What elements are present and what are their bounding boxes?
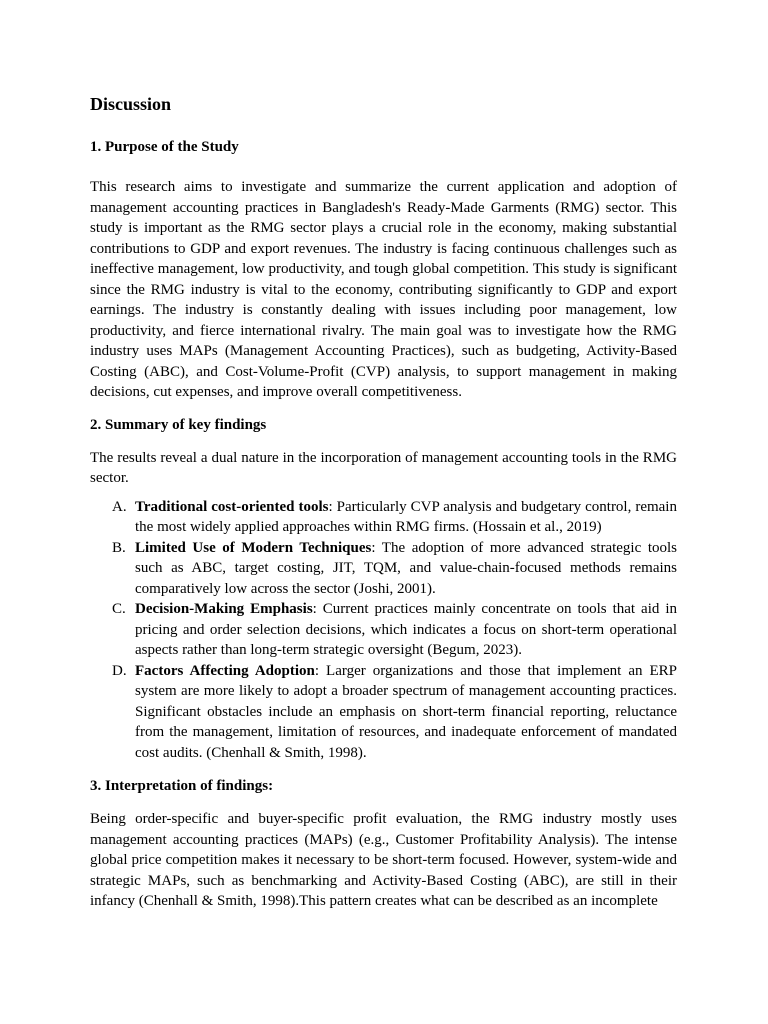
list-item-marker: C. bbox=[112, 601, 126, 617]
list-item-text: : Larger organizations and those that implement an ERP system are more likely to adopt a broader spectrum of management accounting practices. Significant obstacles include an emphasis on short-term financial reporting, reluctance from the management, limitation of resources, and inadequate enforcement of mandated cost audits. (Chenhall & Smith, 1998). bbox=[135, 662, 677, 761]
section-3-paragraph: Being order-specific and buyer-specific profit evaluation, the RMG industry mostly uses management accounting practices (MAPs) (e.g., Customer Profitability Analysis). The intense global price competition makes it necessary to be short-term focused. However, system-wide and strategic MAPs, such as benchmarking and Activity-Based Costing (ABC), are still in their infancy (Chenhall & Smith, 1998).This pattern creates what can be described as an incomplete bbox=[90, 811, 677, 909]
list-item bbox=[90, 538, 677, 600]
list-item bbox=[90, 599, 677, 661]
list-item-text: : The adoption of more advanced strategic tools such as ABC, target costing, JIT, TQM, and value-chain-focused methods remains comparatively low across the sector (Joshi, 2001). bbox=[135, 539, 678, 597]
list-item-term: Factors Affecting Adoption bbox=[135, 662, 315, 679]
list-item-marker: A. bbox=[112, 498, 127, 515]
section-1-title: 1. Purpose of the Study bbox=[90, 139, 239, 155]
list-item-term: Limited Use of Modern Techniques bbox=[135, 539, 372, 556]
list-item-marker: B. bbox=[112, 539, 126, 556]
page-title: Discussion bbox=[90, 94, 172, 114]
section-1-paragraph: This research aims to investigate and summarize the current application and adoption of management accounting practices in Bangladesh's Ready-Made Garments (RMG) sector. This study is important as the RMG sector plays a crucial role in the economy, making substantial contributions to GDP and export revenues. The industry is facing continuous challenges such as ineffective management, low productivity, and tough global competition. This study is significant since the RMG industry is vital to the economy, contributing significantly to GDP and export earnings. The industry is constantly dealing with issues including poor management, low productivity, and fierce international rivalry. The main goal was to investigate how the RMG industry uses MAPs (Management Accounting Practices), such as budgeting, Activity-Based Costing (ABC), and Cost-Volume-Profit (CVP) analysis, to support management in making decisions, cut expenses, and improve overall competitiveness. bbox=[90, 179, 677, 400]
section-2-title: 2. Summary of key findings bbox=[90, 416, 267, 433]
list-item-term: Traditional cost-oriented tools bbox=[135, 498, 329, 515]
list-item-term: Decision-Making Emphasis bbox=[135, 601, 313, 617]
list-item bbox=[90, 661, 677, 764]
list-item bbox=[90, 497, 677, 538]
section-3-title: 3. Interpretation of findings: bbox=[90, 778, 274, 794]
section-2-paragraph: The results reveal a dual nature in the incorporation of management accounting tools in the RMG sector. bbox=[90, 449, 677, 486]
list-item-marker: D. bbox=[112, 662, 127, 679]
document-page bbox=[90, 92, 677, 912]
list-item-text: : Particularly CVP analysis and budgetary control, remain the most widely applied approaches within RMG firms. (Hossain et al., 2019) bbox=[135, 498, 677, 535]
key-findings-list bbox=[90, 497, 677, 764]
list-item-text: : Current practices mainly concentrate on tools that aid in pricing and order selection decisions, which indicates a focus on short-term operational aspects rather than long-term strategic oversight (Begum, 2023). bbox=[135, 601, 677, 658]
